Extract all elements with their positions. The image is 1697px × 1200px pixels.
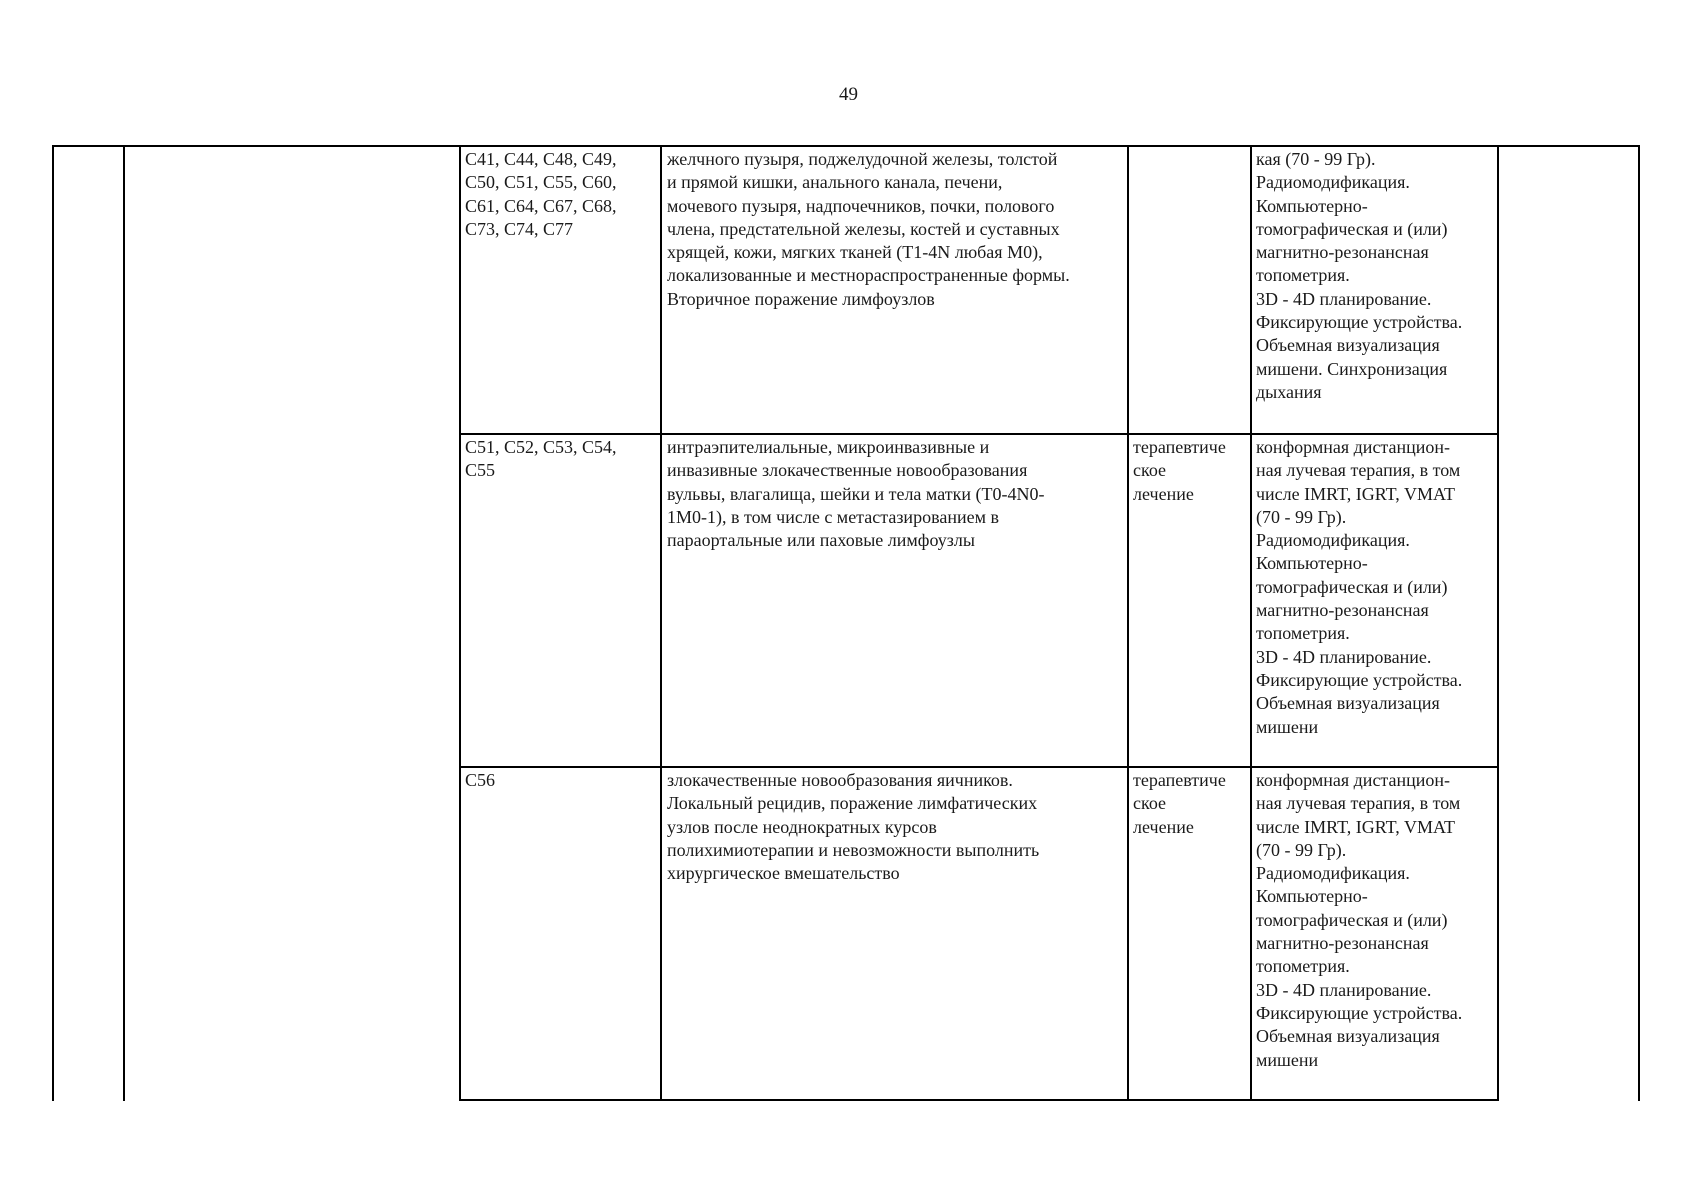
table-cell-method: конформная дистанцион- ная лучевая терапия, в том числе IMRT, IGRT, VMAT (70 - 99 Гр). Радиомодификация. Компьютерно- томографическая и (или) магнитно-резонансная топометрия. 3D - 4D планирование. Фиксирующие устройства. Объемная визуализация мишени: [1256, 437, 1463, 737]
column-border-0: [52, 145, 54, 1101]
row-divider-1: [459, 433, 1498, 435]
page-number: 49: [839, 84, 858, 105]
column-border-5: [1250, 145, 1252, 1101]
table-cell-method: конформная дистанцион- ная лучевая терапия, в том числе IMRT, IGRT, VMAT (70 - 99 Гр). Радиомодификация. Компьютерно- томографическая и (или) магнитно-резонансная топометрия. 3D - 4D планирование. Фиксирующие устройства. Объемная визуализация мишени: [1256, 770, 1463, 1070]
table-cell-description: злокачественные новообразования яичников. Локальный рецидив, поражение лимфатических узлов после неоднократных курсов полихимиотерапии и невозможности выполнить хирургическое вмешательство: [667, 770, 1040, 884]
column-border-1: [123, 145, 125, 1101]
table-cell-method: кая (70 - 99 Гр). Радиомодификация. Компьютерно- томографическая и (или) магнитно-резонансная топометрия. 3D - 4D планирование. Фиксирующие устройства. Объемная визуализация мишени. Синхронизация дыхания: [1256, 149, 1463, 402]
table-cell-codes: C41, C44, C48, C49, C50, C51, C55, C60, C61, C64, C67, C68, C73, C74, C77: [465, 149, 617, 239]
row-divider-2: [459, 766, 1498, 768]
table-cell-codes: C56: [465, 770, 496, 790]
table-cell-treatment-type: терапевтиче ское лечение: [1133, 437, 1226, 504]
table-cell-treatment-type: терапевтиче ское лечение: [1133, 770, 1226, 837]
table-cell-description: желчного пузыря, поджелудочной железы, толстой и прямой кишки, анального канала, печени, мочевого пузыря, надпочечников, почки, полового члена, предстательной железы, костей и суставных хрящей, кожи, мягких тканей (T1-4N любая M0), локализованные и местнораспространенные формы. Вторичное поражение лимфоузлов: [667, 149, 1070, 309]
column-border-7: [1638, 145, 1640, 1101]
table-top-border: [52, 145, 1640, 147]
column-border-2: [459, 145, 461, 1101]
table-cell-codes: C51, C52, C53, C54, C55: [465, 437, 617, 481]
column-border-3: [660, 145, 662, 1101]
row-divider-3: [459, 1099, 1498, 1101]
column-border-6: [1497, 145, 1499, 1101]
column-border-4: [1127, 145, 1129, 1101]
table-cell-description: интраэпителиальные, микроинвазивные и инвазивные злокачественные новообразования вульвы, влагалища, шейки и тела матки (T0-4N0- 1M0-1), в том числе с метастазированием в параортальные или паховые лимфоузлы: [667, 437, 1045, 551]
